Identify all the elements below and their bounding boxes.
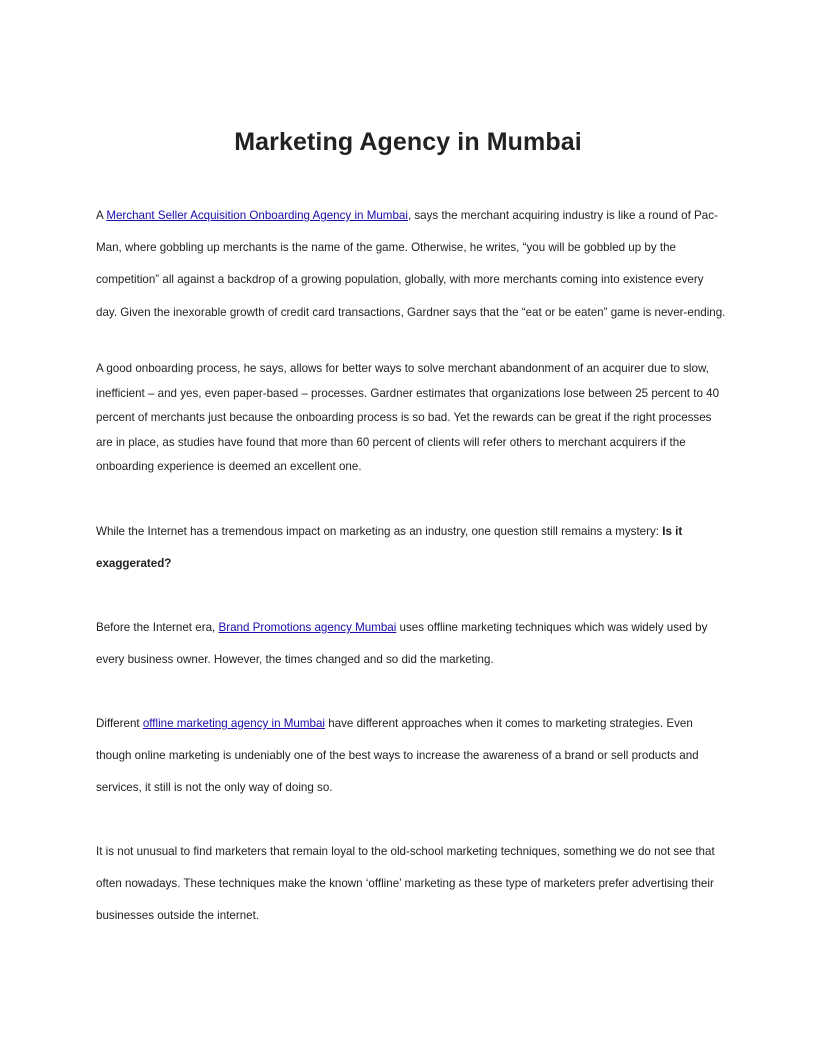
paragraph-5 [96, 708, 726, 805]
paragraph-1 [96, 200, 726, 329]
paragraph-4 [96, 612, 726, 676]
paragraph-4-text: offline marketing techniques which was widely used by every business owner. However, the times changed and so did the marketing. [96, 621, 708, 667]
paragraph-3 [96, 516, 726, 580]
paragraph-1-prefix: A [96, 209, 107, 222]
paragraph-1-text: , says the merchant acquiring industry is like a round of Pac-Man, where gobbling up merchants is the name of the game. Otherwise, he writes, “you will be gobbled up by the competition” all against a backdrop of a growing population, globally, with more merchants coming into existence every day. Given the inexorable growth of credit card transactions, Gardner says that the “eat or be eaten” game is never-ending. [96, 209, 726, 319]
paragraph-4-prefix: Before the Internet era, [96, 621, 219, 634]
page-title: Marketing Agency in Mumbai [234, 128, 582, 156]
paragraph-5-text: have different approaches when it comes to marketing strategies. Even though online marketing is undeniably one of the best ways to increase the awareness of a brand or sell products and services, it still is not the only way of doing so. [96, 717, 699, 795]
paragraph-4-middle: uses [396, 621, 425, 634]
paragraph-5-prefix: Different [96, 717, 143, 730]
offline-marketing-agency-link[interactable]: offline marketing agency in Mumbai [142, 717, 325, 730]
paragraph-3-text: While the Internet has a tremendous impact on marketing as an industry, one question still remains a mystery: [96, 525, 663, 538]
merchant-seller-acquisition-link[interactable]: Merchant Seller Acquisition Onboarding Agency in Mumbai [106, 209, 408, 222]
brand-promotions-link[interactable]: Brand Promotions agency Mumbai [218, 621, 397, 634]
paragraph-3-bold-question: Is it exaggerated? [96, 525, 683, 571]
paragraph-6: It is not unusual to find marketers that remain loyal to the old-school marketing techniques, something we do not see that often nowadays. These techniques make the known ‘offline’ marketing as these type of marketers prefer advertising their businesses outside the internet. [96, 845, 715, 923]
paragraph-2: A good onboarding process, he says, allows for better ways to solve merchant abandonment of an acquirer due to slow, inefficient – and yes, even paper-based – processes. Gardner estimates that organizations lose between 25 percent to 40 percent of merchants just because the onboarding process is so bad. Yet the rewards can be great if the right processes are in place, as studies have found that more than 60 percent of clients will refer others to merchant acquirers if the onboarding experience is deemed an excellent one. [96, 362, 720, 474]
